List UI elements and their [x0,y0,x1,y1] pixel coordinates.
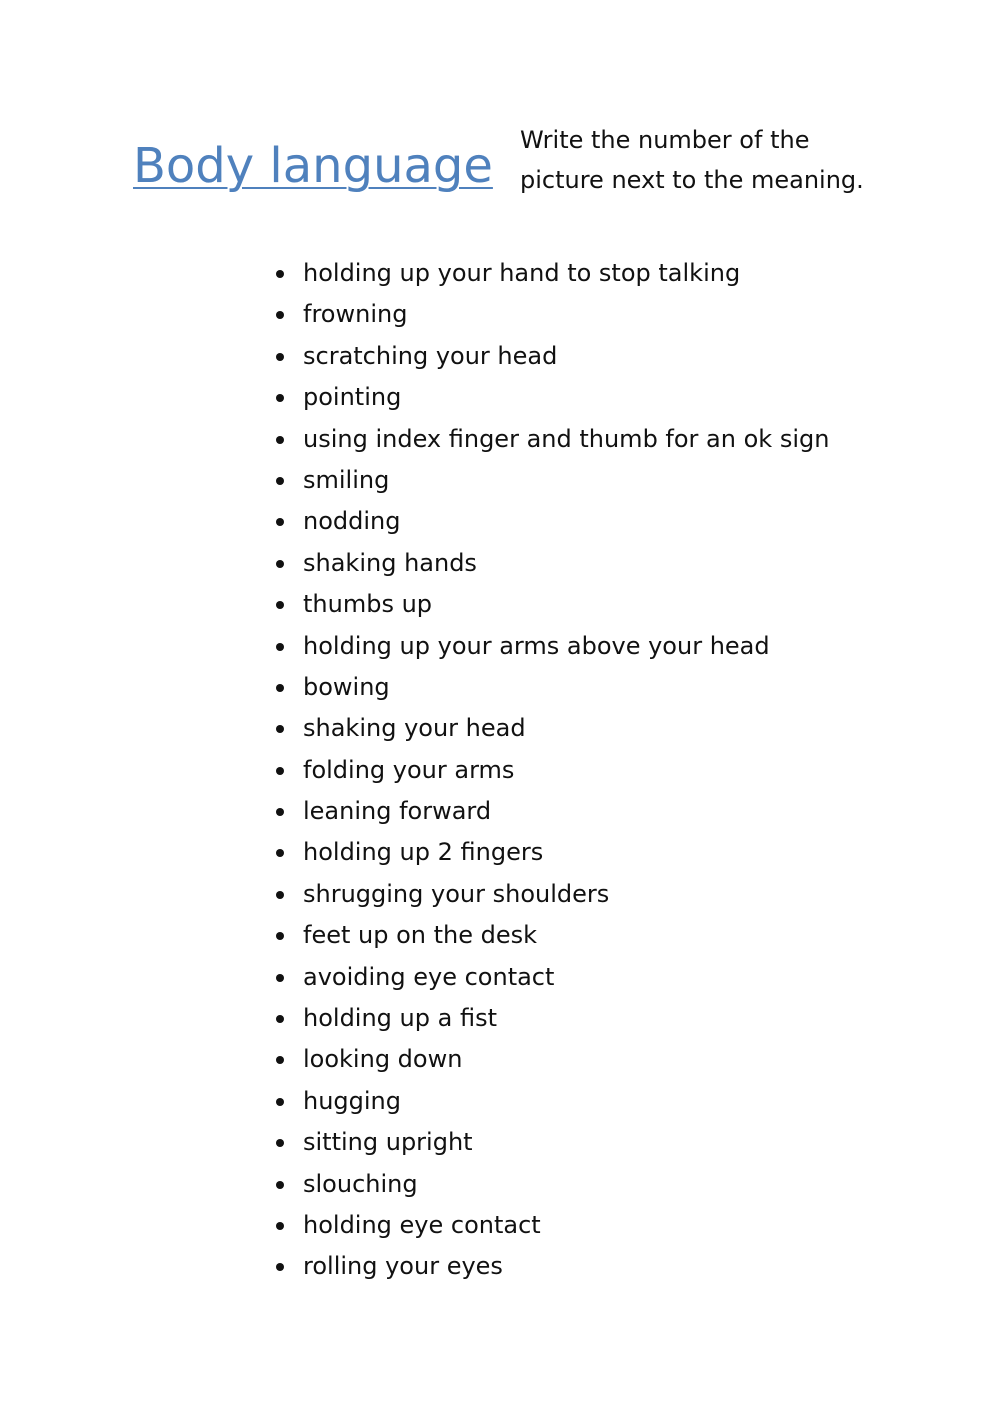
instructions-line-2: picture next to the meaning. [520,166,864,194]
bullet-icon [276,1098,284,1106]
list-item [270,915,829,956]
bullet-icon [276,891,284,899]
bullet-icon [276,601,284,609]
list-item [270,336,829,377]
list-item-text: shaking your head [303,714,526,743]
list-item [270,1122,829,1163]
list-item-text: feet up on the desk [303,921,538,950]
list-item-text: nodding [303,507,401,536]
bullet-icon [276,436,284,444]
bullet-icon [276,1263,284,1271]
bullet-icon [276,767,284,775]
list-item-text: shrugging your shoulders [303,879,610,908]
list-item-text: using index finger and thumb for an ok sign [303,424,830,453]
bullet-icon [276,1015,284,1023]
list-item [270,1205,829,1246]
list-item [270,543,829,584]
list-item-text: scratching your head [303,341,558,370]
bullet-icon [276,560,284,568]
bullet-icon [276,1056,284,1064]
list-item [270,253,829,294]
list-item [270,377,829,418]
list-item [270,460,829,501]
list-item-text: frowning [303,300,408,329]
list-item [270,667,829,708]
list-item [270,1039,829,1080]
list-item-text: looking down [303,1045,463,1074]
list-item-text: leaning forward [303,797,492,826]
bullet-icon [276,932,284,940]
bullet-icon [276,353,284,361]
list-item-text: pointing [303,383,402,412]
bullet-icon [276,518,284,526]
list-item [270,957,829,998]
bullet-icon [276,643,284,651]
bullet-icon [276,725,284,733]
list-item [270,998,829,1039]
list-item-text: bowing [303,672,390,701]
list-item-text: holding up your hand to stop talking [303,259,741,287]
bullet-icon [276,684,284,692]
list-item-text: thumbs up [303,590,433,619]
list-item [270,584,829,625]
page-title: Body language [133,138,493,194]
list-item [270,874,829,915]
list-item [270,1246,829,1287]
list-item-text: shaking hands [303,548,477,577]
list-item-text: sitting upright [303,1128,473,1157]
list-item-text: holding up your arms above your head [303,631,770,660]
list-item [270,832,829,873]
list-item [270,791,829,832]
bullet-icon [276,1139,284,1147]
list-item-text: slouching [303,1169,418,1198]
bullet-icon [276,1181,284,1189]
list-item-text: smiling [303,465,390,494]
bullet-icon [276,394,284,402]
list-item [270,750,829,791]
list-item [270,708,829,749]
list-item [270,1081,829,1122]
list-item [270,294,829,335]
list-item-text: avoiding eye contact [303,962,555,991]
instructions-line-1: Write the number of the [520,126,810,154]
bullet-icon [276,311,284,319]
list-item [270,626,829,667]
bullet-icon [276,1222,284,1230]
bullet-icon [276,974,284,982]
list-item-text: rolling your eyes [303,1252,503,1281]
list-item-text: folding your arms [303,755,515,784]
bullet-icon [276,808,284,816]
list-item-text: hugging [303,1086,402,1115]
list-item [270,419,829,460]
list-item [270,501,829,542]
list-item-text: holding eye contact [303,1210,541,1239]
meaning-list [270,253,829,1288]
bullet-icon [276,270,284,278]
list-item [270,1164,829,1205]
bullet-icon [276,849,284,857]
bullet-icon [276,477,284,485]
list-item-text: holding up 2 fingers [303,838,544,867]
list-item-text: holding up a fist [303,1004,497,1033]
instructions [520,120,900,200]
